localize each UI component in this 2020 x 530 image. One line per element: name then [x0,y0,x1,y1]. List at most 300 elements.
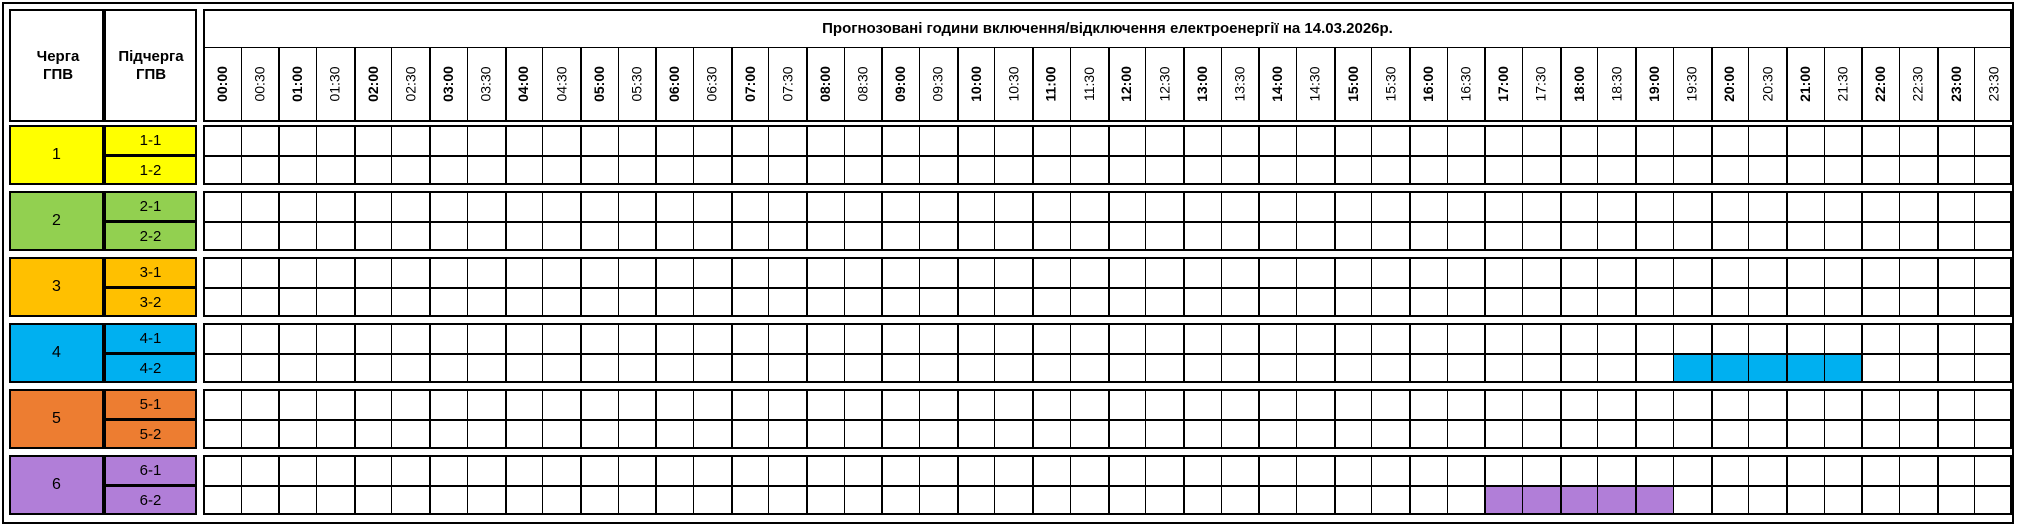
grid-divider [1748,455,1749,515]
time-divider [1899,48,1900,120]
grid-divider [580,257,582,317]
grid-divider [1522,125,1523,185]
grid-divider [1786,389,1788,449]
grid-divider [1861,257,1863,317]
grid-divider [693,257,694,317]
grid-divider [881,125,883,185]
grid-divider [278,125,280,185]
grid-divider [1409,389,1411,449]
time-divider [1371,48,1372,120]
grid-divider [1183,257,1185,317]
grid-divider [731,389,733,449]
grid-divider [241,125,242,185]
grid-divider [1861,125,1863,185]
time-header-1530 [1371,48,1409,120]
grid-divider [1560,125,1562,185]
grid-divider [354,323,356,383]
grid-divider [1711,389,1713,449]
time-label: 19:30 [1683,66,1700,102]
grid-divider [881,191,883,251]
time-header-0330 [467,48,505,120]
time-header-1600 [1409,48,1447,120]
grid-divider [994,257,995,317]
subqueue-label: 2-2 [139,227,162,245]
grid-divider [278,389,280,449]
grid-divider [354,389,356,449]
grid-divider [505,125,507,185]
grid-divider [1560,323,1562,383]
grid-divider [1711,125,1713,185]
time-label: 11:30 [1080,67,1097,101]
time-label: 10:30 [1005,66,1022,102]
grid-divider [1409,191,1411,251]
grid-divider [1522,389,1523,449]
grid-divider [1409,455,1411,515]
grid-divider [1296,323,1297,383]
grid-divider [1484,323,1486,383]
grid-divider [1221,257,1222,317]
time-label: 04:00 [515,66,532,102]
grid-divider [1522,323,1523,383]
time-label: 02:30 [402,66,419,102]
grid-divider [1447,455,1448,515]
grid-divider [278,191,280,251]
grid-divider [1183,455,1185,515]
grid-divider [354,455,356,515]
grid-divider [241,455,242,515]
grid-divider [505,455,507,515]
grid-divider [957,125,959,185]
grid-divider [693,191,694,251]
grid-divider [919,125,920,185]
grid-divider [919,257,920,317]
subqueue-label: 5-1 [139,395,162,413]
grid-divider [1824,257,1825,317]
grid-divider [1221,323,1222,383]
time-label: 23:00 [1947,66,1964,102]
grid-divider [505,191,507,251]
grid-divider [655,455,657,515]
time-divider [1522,48,1523,120]
queue-label: 3 [52,278,61,295]
time-label: 02:00 [364,66,381,102]
grid-divider [693,323,694,383]
time-label: 06:30 [703,66,720,102]
time-label: 16:30 [1457,66,1474,102]
grid-divider [1108,191,1110,251]
grid-divider [957,257,959,317]
grid-divider [354,125,356,185]
grid-divider [768,389,769,449]
time-label: 09:00 [892,66,909,102]
grid-divider [618,125,619,185]
grid-divider [1183,125,1185,185]
grid-divider [1221,191,1222,251]
time-header-2100 [1786,48,1824,120]
time-label: 15:00 [1344,66,1361,102]
grid-divider [731,323,733,383]
grid-divider [957,389,959,449]
grid-divider [957,323,959,383]
grid-divider [618,257,619,317]
grid-divider [1597,191,1598,251]
grid-divider [1108,257,1110,317]
grid-divider [467,257,468,317]
time-header-0530 [618,48,656,120]
time-label: 15:30 [1382,66,1399,102]
time-label: 05:00 [590,66,607,102]
time-header-1300 [1183,48,1221,120]
grid-divider [1711,191,1713,251]
time-divider [1183,48,1185,120]
grid-divider [429,257,431,317]
grid-divider [1032,191,1034,251]
time-label: 13:00 [1193,66,1210,102]
grid-divider [467,389,468,449]
grid-divider [1673,191,1674,251]
grid-divider [1334,455,1336,515]
grid-divider [1748,257,1749,317]
grid-divider [316,125,317,185]
time-divider [1560,48,1562,120]
grid-divider [1447,125,1448,185]
grid-divider [316,323,317,383]
grid-divider [542,389,543,449]
grid-divider [1032,125,1034,185]
grid-divider [1145,389,1146,449]
time-label: 17:30 [1532,66,1549,102]
queue-header-label: Черга ГПВ [36,47,80,83]
time-divider [919,48,920,120]
time-label: 04:30 [553,66,570,102]
subqueue-header-label: Підчерга ГПВ [118,47,184,83]
grid-divider [241,323,242,383]
time-header-2300 [1937,48,1975,120]
time-header-0030 [241,48,279,120]
grid-divider [1070,323,1071,383]
subqueue-label: 3-1 [139,263,162,281]
grid-divider [316,455,317,515]
time-label: 18:00 [1570,66,1587,102]
grid-divider [806,389,808,449]
grid-divider [919,191,920,251]
time-header-1330 [1221,48,1259,120]
grid-divider [919,389,920,449]
grid-divider [1635,389,1637,449]
grid-divider [1296,125,1297,185]
time-divider [1258,48,1260,120]
time-divider [693,48,694,120]
grid-divider [1145,125,1146,185]
grid-divider [1371,257,1372,317]
grid-divider [1974,323,1975,383]
time-label: 03:30 [477,66,494,102]
time-header-2130 [1824,48,1862,120]
time-divider [1447,48,1448,120]
grid-divider [1597,323,1598,383]
time-divider [1673,48,1674,120]
grid-divider [994,191,995,251]
grid-divider [1560,455,1562,515]
grid-divider [1974,455,1975,515]
grid-divider [1635,323,1637,383]
grid-divider [580,191,582,251]
grid-divider [580,455,582,515]
grid-divider [1861,389,1863,449]
grid-divider [1786,323,1788,383]
grid-divider [844,323,845,383]
grid-divider [542,191,543,251]
time-label: 22:00 [1872,66,1889,102]
time-header-0300 [429,48,467,120]
grid-divider [1974,257,1975,317]
grid-divider [542,125,543,185]
time-divider [1070,48,1071,120]
grid-divider [1108,455,1110,515]
grid-divider [994,389,995,449]
grid-divider [1937,125,1939,185]
grid-divider [1673,389,1674,449]
grid-divider [1296,455,1297,515]
grid-divider [429,455,431,515]
time-header-0100 [278,48,316,120]
time-header-1800 [1560,48,1598,120]
time-label: 00:30 [251,66,268,102]
grid-divider [1974,389,1975,449]
grid-divider [1899,257,1900,317]
time-divider [1748,48,1749,120]
time-label: 22:30 [1909,66,1926,102]
grid-divider [429,125,431,185]
subqueue-label: 6-1 [139,461,162,479]
time-header-1130 [1070,48,1108,120]
time-divider [731,48,733,120]
time-header-1900 [1635,48,1673,120]
time-header-0000 [203,48,241,120]
grid-divider [391,455,392,515]
subqueue-label: 4-2 [139,359,162,377]
time-divider [241,48,242,120]
grid-divider [542,323,543,383]
grid-divider [467,455,468,515]
grid-divider [1786,455,1788,515]
time-label: 07:30 [779,66,796,102]
grid-divider [693,389,694,449]
queue-label: 5 [52,410,61,427]
grid-divider [580,323,582,383]
time-header-0600 [655,48,693,120]
time-label: 01:30 [326,66,343,102]
grid-divider [655,257,657,317]
time-header-1630 [1447,48,1485,120]
grid-divider [391,323,392,383]
grid-divider [768,257,769,317]
grid-divider [1371,323,1372,383]
grid-divider [1597,389,1598,449]
grid-divider [1560,191,1562,251]
grid-divider [1597,257,1598,317]
time-header-0800 [806,48,844,120]
time-header-0130 [316,48,354,120]
grid-divider [316,389,317,449]
grid-divider [1861,191,1863,251]
grid-divider [1899,323,1900,383]
time-header-0630 [693,48,731,120]
grid-divider [1861,455,1863,515]
grid-divider [1522,191,1523,251]
grid-divider [580,125,582,185]
time-label: 08:00 [816,66,833,102]
grid-divider [1786,191,1788,251]
grid-divider [1296,191,1297,251]
grid-divider [1447,323,1448,383]
grid-divider [731,191,733,251]
grid-divider [1334,323,1336,383]
grid-divider [806,191,808,251]
grid-divider [1221,455,1222,515]
time-divider [1108,48,1110,120]
grid-divider [618,191,619,251]
grid-divider [429,389,431,449]
grid-divider [1296,389,1297,449]
grid-divider [1258,455,1260,515]
grid-divider [1824,191,1825,251]
time-label: 23:30 [1985,66,2002,102]
grid-divider [994,323,995,383]
grid-divider [806,257,808,317]
grid-divider [1447,191,1448,251]
time-label: 10:00 [967,66,984,102]
grid-divider [1673,323,1674,383]
time-header-1000 [957,48,995,120]
grid-divider [957,455,959,515]
grid-divider [241,191,242,251]
time-header-2330 [1974,48,2012,120]
grid-divider [844,455,845,515]
time-header-0500 [580,48,618,120]
grid-divider [542,455,543,515]
time-divider [1861,48,1863,120]
time-header-0430 [542,48,580,120]
grid-divider [919,455,920,515]
grid-divider [1597,125,1598,185]
grid-divider [1899,455,1900,515]
time-header-0700 [731,48,769,120]
grid-divider [1748,191,1749,251]
time-divider [1409,48,1411,120]
time-label: 20:30 [1759,66,1776,102]
time-header-1030 [994,48,1032,120]
grid-divider [693,125,694,185]
grid-divider [1484,455,1486,515]
subqueue-label: 1-1 [139,131,162,149]
time-label: 06:00 [666,66,683,102]
grid-divider [467,323,468,383]
time-header-0200 [354,48,392,120]
grid-divider [429,191,431,251]
grid-divider [241,257,242,317]
grid-divider [881,323,883,383]
grid-divider [1447,389,1448,449]
grid-divider [919,323,920,383]
grid-divider [542,257,543,317]
time-divider [1334,48,1336,120]
grid-divider [1108,323,1110,383]
time-divider [316,48,317,120]
time-label: 09:30 [929,66,946,102]
grid-divider [1409,125,1411,185]
grid-divider [1221,125,1222,185]
grid-divider [1070,191,1071,251]
time-label: 20:00 [1721,66,1738,102]
grid-divider [1748,389,1749,449]
grid-divider [618,389,619,449]
time-header-1400 [1258,48,1296,120]
grid-divider [505,257,507,317]
grid-divider [1711,257,1713,317]
time-header-2030 [1748,48,1786,120]
time-header-1200 [1108,48,1146,120]
time-header-2200 [1861,48,1899,120]
grid-divider [354,257,356,317]
time-divider [505,48,507,120]
grid-divider [655,191,657,251]
grid-divider [1937,389,1939,449]
grid-divider [768,323,769,383]
queue-label: 4 [52,344,61,361]
grid-divider [505,389,507,449]
time-label: 21:00 [1796,66,1813,102]
time-divider [1711,48,1713,120]
time-divider [806,48,808,120]
grid-divider [1371,125,1372,185]
grid-divider [1258,389,1260,449]
grid-divider [655,323,657,383]
grid-divider [1560,389,1562,449]
grid-divider [1711,323,1713,383]
grid-divider [1560,257,1562,317]
grid-divider [1334,389,1336,449]
grid-divider [1070,125,1071,185]
grid-divider [391,125,392,185]
grid-divider [618,455,619,515]
grid-divider [1070,455,1071,515]
time-header-1100 [1032,48,1070,120]
grid-divider [1334,125,1336,185]
grid-divider [1484,191,1486,251]
grid-divider [731,257,733,317]
grid-divider [1371,455,1372,515]
grid-divider [1371,389,1372,449]
grid-divider [1145,455,1146,515]
time-divider [768,48,769,120]
grid-divider [731,455,733,515]
grid-divider [391,389,392,449]
grid-divider [1334,257,1336,317]
queue-label: 6 [52,476,61,493]
grid-divider [1597,455,1598,515]
time-label: 12:30 [1156,66,1173,102]
grid-divider [1824,455,1825,515]
grid-divider [1108,389,1110,449]
grid-divider [731,125,733,185]
subqueue-label: 6-2 [139,491,162,509]
grid-divider [580,389,582,449]
grid-divider [391,257,392,317]
time-header-0900 [881,48,919,120]
time-header-1230 [1145,48,1183,120]
subqueue-label: 2-1 [139,197,162,215]
